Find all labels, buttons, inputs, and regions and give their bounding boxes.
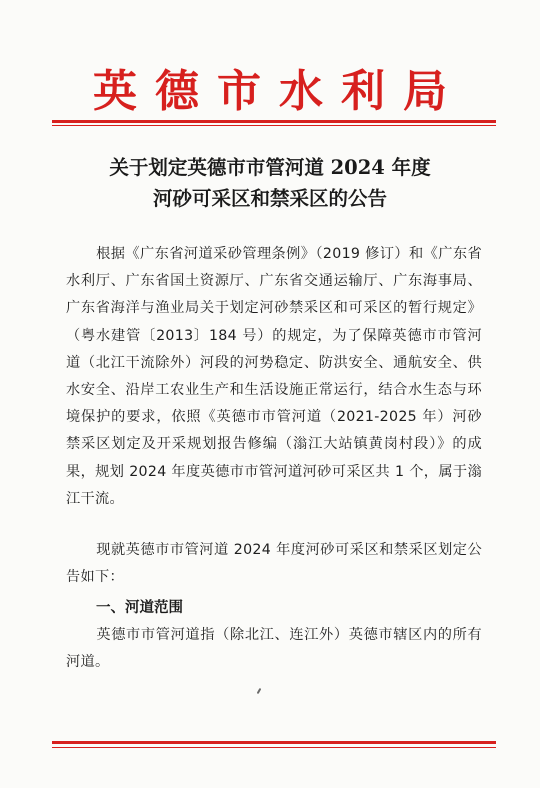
body-paragraph-1-text: 根据《广东省河道采砂管理条例》（2019 修订）和《广东省水利厅、广东省国土资源厅、广东省交通运输厅、广东海事局、广东省海洋与渔业局关于划定河砂禁采区和可采区的暂行规定》（粤水建管〔2013〕184 号）的规定，为了保障英德市市管河道（北江干流除外）河段的河势稳定、防洪安全、通航安全、供水安全、沿岸工农业生产和生活设施正常运行，结合水生态与环境保护的要求，依照《英德市市管河道（2021-2025 年）河砂禁采区划定及开采规划报告修编（滃江大站镇黄岗村段）》的成果，规划 2024 年度英德市市管河道河砂可采区共 1 个，属于滃江干流。 (66, 246, 482, 507)
section-heading-river-scope: 一、河道范围 (96, 600, 183, 616)
notice-title-line-2: 河砂可采区和禁采区的公告 (152, 187, 387, 210)
letterhead-title: 英德市水利局 (93, 66, 465, 117)
section-paragraph-river-scope (66, 622, 482, 676)
footer-rule-bottom (52, 747, 496, 748)
body-paragraph-2-text: 现就英德市市管河道 2024 年度河砂可采区和禁采区划定公告如下： (66, 542, 482, 586)
notice-title-line-1: 关于划定英德市市管河道 2024 年度 (109, 156, 431, 179)
section-paragraph-river-scope-text: 英德市市管河道指（除北江、连江外）英德市辖区内的所有河道。 (66, 627, 482, 671)
body-paragraph-1 (66, 241, 482, 513)
letterhead-rule-top (52, 120, 496, 123)
stray-mark (257, 688, 262, 694)
letterhead-rule-bottom (52, 125, 496, 126)
footer-rule-top (52, 741, 496, 744)
body-paragraph-2 (66, 537, 482, 591)
